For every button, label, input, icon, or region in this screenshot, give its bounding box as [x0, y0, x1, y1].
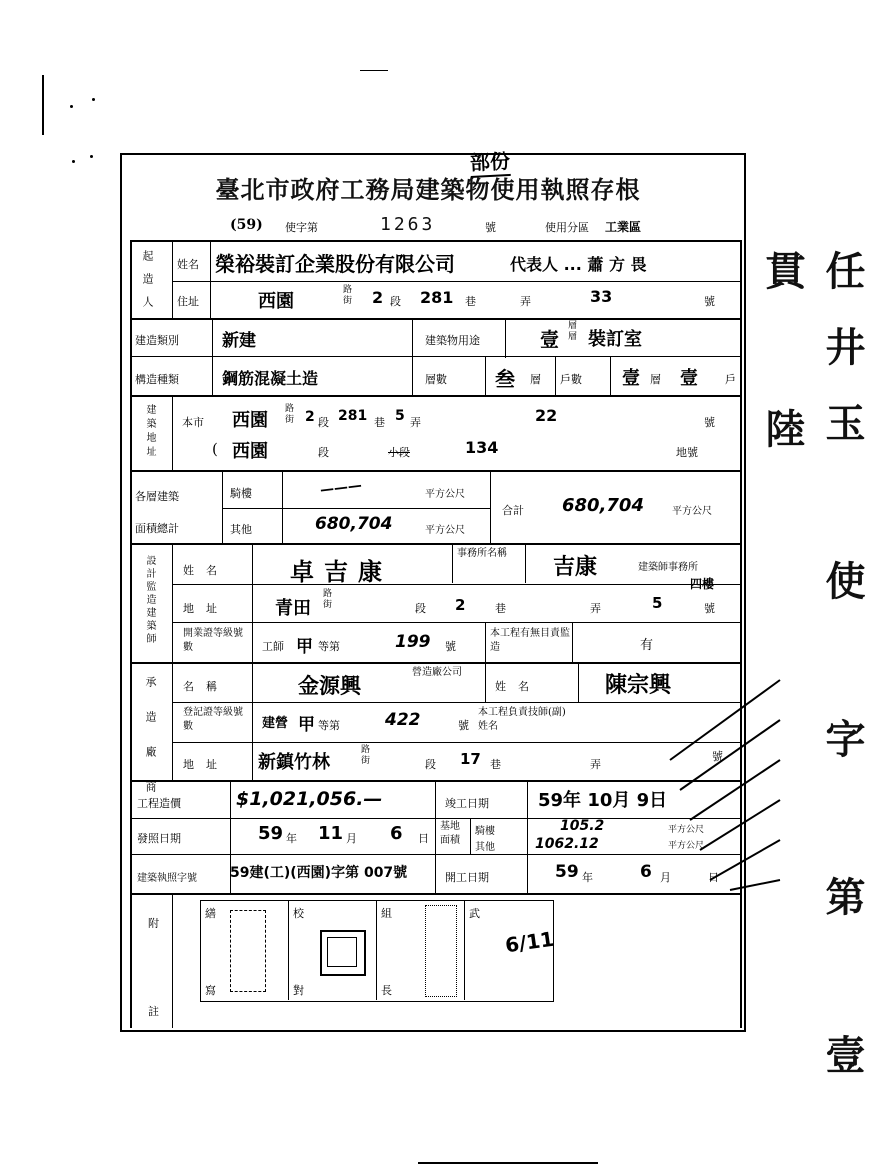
contractor-name-value: 金源興: [298, 674, 361, 698]
contractor-name-suffix: 營造廠公司: [412, 667, 462, 678]
rule-site-labelcol: [172, 396, 173, 471]
rule-area-sublabelcol: [282, 470, 283, 544]
contractor-address-road: 新鎮竹林: [258, 752, 330, 773]
rule-floors-labelcol: [485, 357, 486, 395]
rule-area-mid: [222, 508, 490, 509]
applicant-rep-value: 代表人 ... 蕭 方 畏: [510, 255, 647, 274]
rule-left-border: [130, 240, 132, 1028]
rule-architect-2: [172, 622, 742, 623]
site-sec: 2: [305, 409, 315, 425]
contractor-section-label: 承造廠商: [144, 676, 157, 816]
issue-month: 11: [318, 823, 344, 844]
architect-section-label: 設計監造建築師: [144, 555, 155, 646]
architect-office-suffix: 建築師事務所: [638, 562, 698, 573]
issue-label: 發照日期: [137, 832, 181, 845]
architect-office-value: 吉康: [553, 555, 598, 580]
contractor-reg-no: 422: [385, 710, 421, 730]
rule-person-valuecol: [578, 663, 579, 703]
chief-signature-mark: [425, 905, 457, 997]
base-arcade-label: 騎樓: [475, 826, 495, 837]
rule-office-valuecol: [525, 543, 526, 583]
area-arcade-label: 騎樓: [230, 487, 252, 500]
rule-area-labelcol: [222, 470, 223, 544]
approval-col2-bottom: 對: [293, 984, 304, 997]
start-day-unit: 日: [708, 871, 719, 884]
rule-households-labelcol: [610, 357, 611, 395]
contractor-reg-grade: 甲: [298, 715, 315, 735]
permit-label: 建築執照字號: [137, 873, 197, 884]
architect-address-lane-unit: 巷: [495, 602, 506, 615]
architect-office-label: 事務所名稱: [457, 548, 507, 559]
use-floor-unit: 層層: [566, 320, 576, 342]
rule-person-labelcol: [485, 663, 486, 703]
households-label: 戶數: [560, 373, 582, 386]
applicant-section-label: 起造人: [141, 250, 154, 319]
applicant-address-no: 33: [590, 287, 613, 306]
category-value: 新建: [222, 331, 256, 351]
site-lane-unit: 巷: [374, 416, 385, 429]
site-lot-no: 134: [465, 438, 499, 457]
floors-value: 叁: [495, 367, 515, 391]
applicant-address-sec: 2: [372, 288, 384, 307]
area-label-bottom: 面積總計: [135, 522, 179, 535]
architect-license-grade-unit: 等第: [318, 640, 340, 653]
households-floor: 壹: [622, 368, 640, 389]
cert-word-label: 使字第: [285, 221, 318, 234]
start-year-unit: 年: [582, 871, 593, 884]
rule-contractor-top: [130, 662, 742, 664]
complete-label: 竣工日期: [445, 797, 489, 810]
architect-address-label: 地址: [183, 602, 229, 615]
rule-supervisor-labelcol: [485, 623, 486, 663]
approval-col3-top: 組: [381, 907, 392, 920]
applicant-name-label: 姓名: [177, 258, 199, 271]
rule-use-labelcol: [505, 318, 506, 358]
approval-seal-inner: [327, 937, 357, 967]
site-label: 建築地址: [144, 404, 155, 460]
issue-day: 6: [390, 823, 403, 844]
start-month: 6: [640, 862, 652, 882]
approval-col-divider-3: [464, 900, 465, 1000]
rule-issue-bottom: [130, 854, 742, 855]
rule-contractor-2: [172, 742, 742, 743]
approval-col4-top: 武: [469, 907, 480, 920]
complete-value: 59年 10月 9日: [538, 790, 668, 811]
architect-supervisor-value: 有: [640, 638, 654, 653]
zone-value: 工業區: [605, 220, 642, 234]
architect-license-grade: 甲: [296, 637, 313, 657]
households-value: 壹: [680, 368, 698, 389]
base-other-value: 1062.12: [535, 836, 599, 852]
approval-col-divider-1: [288, 900, 289, 1000]
base-other-unit: 平方公尺: [668, 841, 705, 851]
rule-architect-sectioncol: [172, 543, 173, 781]
issue-month-unit: 月: [346, 832, 357, 845]
rule-cost-mid: [435, 782, 436, 894]
site-no: 22: [535, 406, 558, 425]
architect-address-lane: 2: [455, 596, 466, 614]
site-lot-suffix: 地號: [676, 446, 698, 459]
approval-col-divider-2: [376, 900, 377, 1000]
structure-label: 構造種類: [135, 373, 179, 386]
rule-supervisor-valuecol: [572, 623, 573, 663]
applicant-address-lane-unit: 巷: [465, 295, 476, 308]
use-label: 建築物用途: [425, 334, 480, 347]
architect-address-no-unit: 號: [704, 602, 715, 615]
contractor-address-lane-unit: 巷: [490, 758, 501, 771]
scan-speck: [70, 105, 73, 108]
contractor-tech-label: 本工程負責技師(副)姓名: [478, 707, 566, 732]
architect-license-label: 開業證等級號數: [183, 628, 243, 653]
site-lot-unit: 段: [318, 446, 329, 459]
rule-applicant-divider: [172, 240, 173, 320]
issue-year: 59: [258, 823, 284, 844]
architect-name-label: 姓名: [183, 564, 229, 577]
rule-right-border: [740, 240, 742, 1028]
start-month-unit: 月: [660, 871, 671, 884]
handwritten-date-mark: 6/11: [503, 926, 556, 958]
base-other-label: 其他: [475, 842, 495, 853]
site-lot-open-paren: (: [212, 440, 218, 458]
contractor-reg-label: 登記證等級號數: [183, 707, 243, 732]
approval-col1-top: 繕: [205, 907, 216, 920]
base-label: 基地面積: [440, 821, 460, 846]
rule-architect-1: [172, 584, 742, 585]
site-road: 西園: [232, 410, 268, 431]
applicant-name-value: 榮裕裝訂企業股份有限公司: [215, 252, 455, 276]
use-value: 裝訂室: [588, 329, 642, 350]
site-alley: 5: [395, 408, 405, 424]
form-title: 臺北市政府工務局建築物使用執照存根: [215, 175, 641, 204]
architect-supervisor-label: 本工程有無目責監造: [490, 628, 570, 653]
rule-floors-mid: [555, 357, 556, 395]
zone-label: 使用分區: [545, 221, 589, 234]
applicant-address-lane: 281: [420, 288, 454, 307]
structure-value: 鋼筋混凝土造: [222, 369, 319, 388]
contractor-address-sec-unit: 段: [425, 758, 436, 771]
rule-notes-labelcol: [172, 894, 173, 1028]
rule-architect-labelcol: [252, 543, 253, 623]
architect-address-road-unit: 路街: [321, 588, 331, 610]
title-handwritten-annotation: 部份: [469, 145, 511, 178]
architect-name-value: 卓吉康: [290, 558, 392, 586]
floors-unit: 層: [530, 373, 541, 386]
site-no-unit: 號: [704, 416, 715, 429]
number-suffix: 號: [485, 221, 496, 234]
contractor-person-value: 陳宗興: [605, 673, 672, 698]
rule-license-labelcol: [252, 623, 253, 663]
scan-margin-mark: [42, 75, 44, 135]
cert-number: 1263: [380, 214, 436, 235]
rule-applicant-mid: [172, 281, 742, 282]
category-label: 建造類別: [135, 334, 179, 347]
adjacent-page-fragment: 任井玉 使 字 第 壹 貫 陸: [759, 250, 865, 1110]
cost-label: 工程造價: [137, 797, 181, 810]
site-city: 本市: [182, 416, 204, 429]
applicant-address-label: 住址: [177, 295, 199, 308]
applicant-address-road-unit: 路街: [341, 284, 351, 306]
notes-label-top: 附: [148, 917, 159, 930]
approval-col2-top: 校: [293, 907, 304, 920]
architect-address-no: 5: [652, 594, 663, 612]
issue-year-unit: 年: [286, 832, 297, 845]
use-floor-value: 壹: [540, 329, 560, 351]
contractor-reg-grade-unit: 等第: [318, 719, 340, 732]
contractor-address-lane: 17: [460, 750, 481, 768]
rule-applicant-labelcol: [210, 240, 211, 320]
rule-contractor-1: [172, 702, 742, 703]
site-lane: 281: [338, 408, 368, 424]
contractor-reg-prefix: 建營: [262, 716, 289, 731]
area-total-label: 合計: [502, 504, 524, 517]
applicant-address-sec-unit: 段: [390, 295, 401, 308]
permit-value: 59建(工)(西園)字第 007號: [230, 865, 408, 881]
rule-category-mid: [412, 318, 413, 396]
site-alley-unit: 弄: [410, 416, 421, 429]
area-arcade-unit: 平方公尺: [425, 489, 465, 500]
area-other-value: 680,704: [315, 514, 393, 534]
architect-address-road: 青田: [275, 598, 311, 619]
rule-category-bottom: [130, 356, 742, 357]
area-total-value: 680,704: [562, 495, 644, 516]
approval-col1-bottom: 寫: [205, 984, 216, 997]
floors-label: 層數: [425, 373, 447, 386]
applicant-address-no-unit: 號: [704, 295, 715, 308]
start-year: 59: [555, 862, 579, 882]
rule-category-labelcol: [212, 318, 213, 396]
contractor-name-label: 名稱: [183, 680, 229, 693]
architect-office-annotation: 四樓: [690, 577, 715, 591]
scan-top-mark: [360, 70, 388, 71]
site-sec-unit: 段: [318, 416, 329, 429]
start-label: 開工日期: [445, 871, 489, 884]
rule-area-total: [490, 470, 491, 544]
site-lot-section: 西園: [232, 441, 268, 462]
rule-contractor-bottom: [130, 780, 742, 782]
architect-license-no: 199: [395, 632, 431, 652]
households-floor-unit: 層: [650, 373, 661, 386]
area-arcade-value: ———: [319, 477, 363, 499]
site-road-unit: 路街: [283, 403, 293, 425]
area-label-top: 各層建築: [135, 490, 179, 503]
area-other-unit: 平方公尺: [425, 525, 465, 536]
households-unit: 戶: [725, 373, 736, 386]
base-arcade-unit: 平方公尺: [668, 825, 705, 835]
rule-cost-rightlabelcol: [527, 782, 528, 894]
contractor-person-label: 姓名: [495, 680, 541, 693]
architect-license-prefix: 工師: [262, 640, 284, 653]
scan-speck: [92, 98, 95, 101]
contractor-address-label: 地址: [183, 758, 229, 771]
rule-structure-bottom: [130, 395, 742, 397]
rule-cost-bottom: [130, 818, 742, 819]
notes-label-bottom: 註: [148, 1005, 159, 1018]
contractor-address-road-unit: 路街: [359, 744, 369, 766]
scan-speck: [72, 160, 75, 163]
contractor-reg-no-unit: 號: [458, 719, 469, 732]
contractor-address-alley-unit: 弄: [590, 758, 601, 771]
rule-base-sublabel: [470, 818, 471, 854]
rule-contractor-labelcol: [252, 663, 253, 781]
cost-value: $1,021,056.—: [236, 788, 383, 810]
rule-office-labelcol: [452, 543, 453, 583]
area-other-label: 其他: [230, 523, 252, 536]
architect-address-sec-unit: 段: [415, 602, 426, 615]
applicant-address-road: 西園: [258, 291, 294, 312]
issue-day-unit: 日: [418, 832, 429, 845]
site-lot-subsec: 小段: [388, 446, 410, 459]
approval-col3-bottom: 長: [381, 984, 392, 997]
rule-permit-bottom: [130, 893, 742, 895]
architect-address-alley-unit: 弄: [590, 602, 601, 615]
scribe-signature-mark: [230, 910, 266, 992]
architect-license-no-unit: 號: [445, 640, 456, 653]
base-arcade-value: 105.2: [560, 818, 605, 834]
rule-applicant-bottom: [130, 318, 742, 320]
area-total-unit: 平方公尺: [672, 506, 712, 517]
scan-bottom-mark: [418, 1162, 598, 1164]
rule-applicant-top: [130, 240, 742, 242]
year-prefix: (59): [230, 217, 263, 233]
scan-speck: [90, 155, 93, 158]
applicant-address-alley-unit: 弄: [520, 295, 531, 308]
contractor-address-no-unit: 號: [712, 750, 723, 763]
